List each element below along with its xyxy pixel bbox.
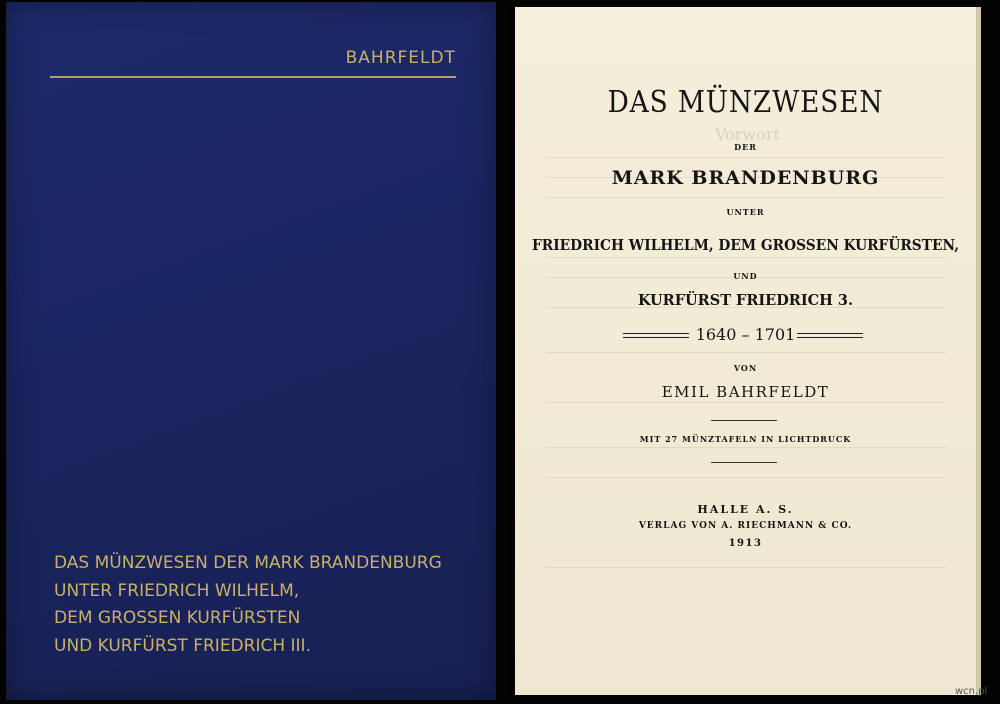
show-through-line [545, 447, 945, 448]
book-cover [6, 2, 496, 700]
subtitle-friedrich-wilhelm: FRIEDRICH WILHELM, DEM GROSSEN KURFÜRSTEN, [532, 237, 959, 254]
connector-und: UND [733, 271, 758, 281]
cover-title-line: DAS MÜNZWESEN DER MARK BRANDENBURG [54, 553, 442, 573]
cover-title [54, 550, 442, 660]
rule [711, 420, 777, 421]
title-page [515, 7, 976, 695]
page-edge [976, 7, 981, 695]
cover-author: BAHRFELDT [345, 48, 456, 68]
book-title: DAS MÜNZWESEN [607, 85, 884, 120]
author-name: EMIL BAHRFELDT [661, 383, 830, 401]
show-through-text: Vorwort [715, 125, 780, 144]
publication-year: 1913 [728, 538, 763, 549]
place: HALLE A. S. [697, 503, 794, 516]
connector-unter: UNTER [726, 207, 765, 217]
subtitle-kurfuerst: KURFÜRST FRIEDRICH 3. [637, 292, 854, 309]
double-rule-right [797, 333, 863, 338]
years: 1640 – 1701 [695, 325, 796, 344]
plates-note: MIT 27 MÜNZTAFELN IN LICHTDRUCK [639, 434, 852, 444]
show-through-line [545, 352, 945, 353]
cover-title-line: UNTER FRIEDRICH WILHELM, [54, 580, 300, 601]
publisher: VERLAG VON A. RIECHMANN & CO. [638, 521, 853, 531]
cover-title-line: UND KURFÜRST FRIEDRICH III. [54, 635, 311, 656]
rule [711, 462, 777, 463]
show-through-line [545, 477, 945, 478]
show-through-line [545, 157, 945, 158]
subtitle-mark: MARK BRANDENBURG [611, 167, 880, 189]
connector-der: DER [734, 142, 757, 152]
connector-von: VON [733, 363, 758, 373]
show-through-line [545, 257, 945, 258]
cover-title-line: DEM GROSSEN KURFÜRSTEN [54, 608, 301, 628]
show-through-line [545, 197, 945, 198]
cover-gold-rule [50, 76, 456, 78]
show-through-line [545, 402, 945, 403]
show-through-line [545, 567, 945, 568]
watermark: wcn.pl [955, 686, 988, 697]
